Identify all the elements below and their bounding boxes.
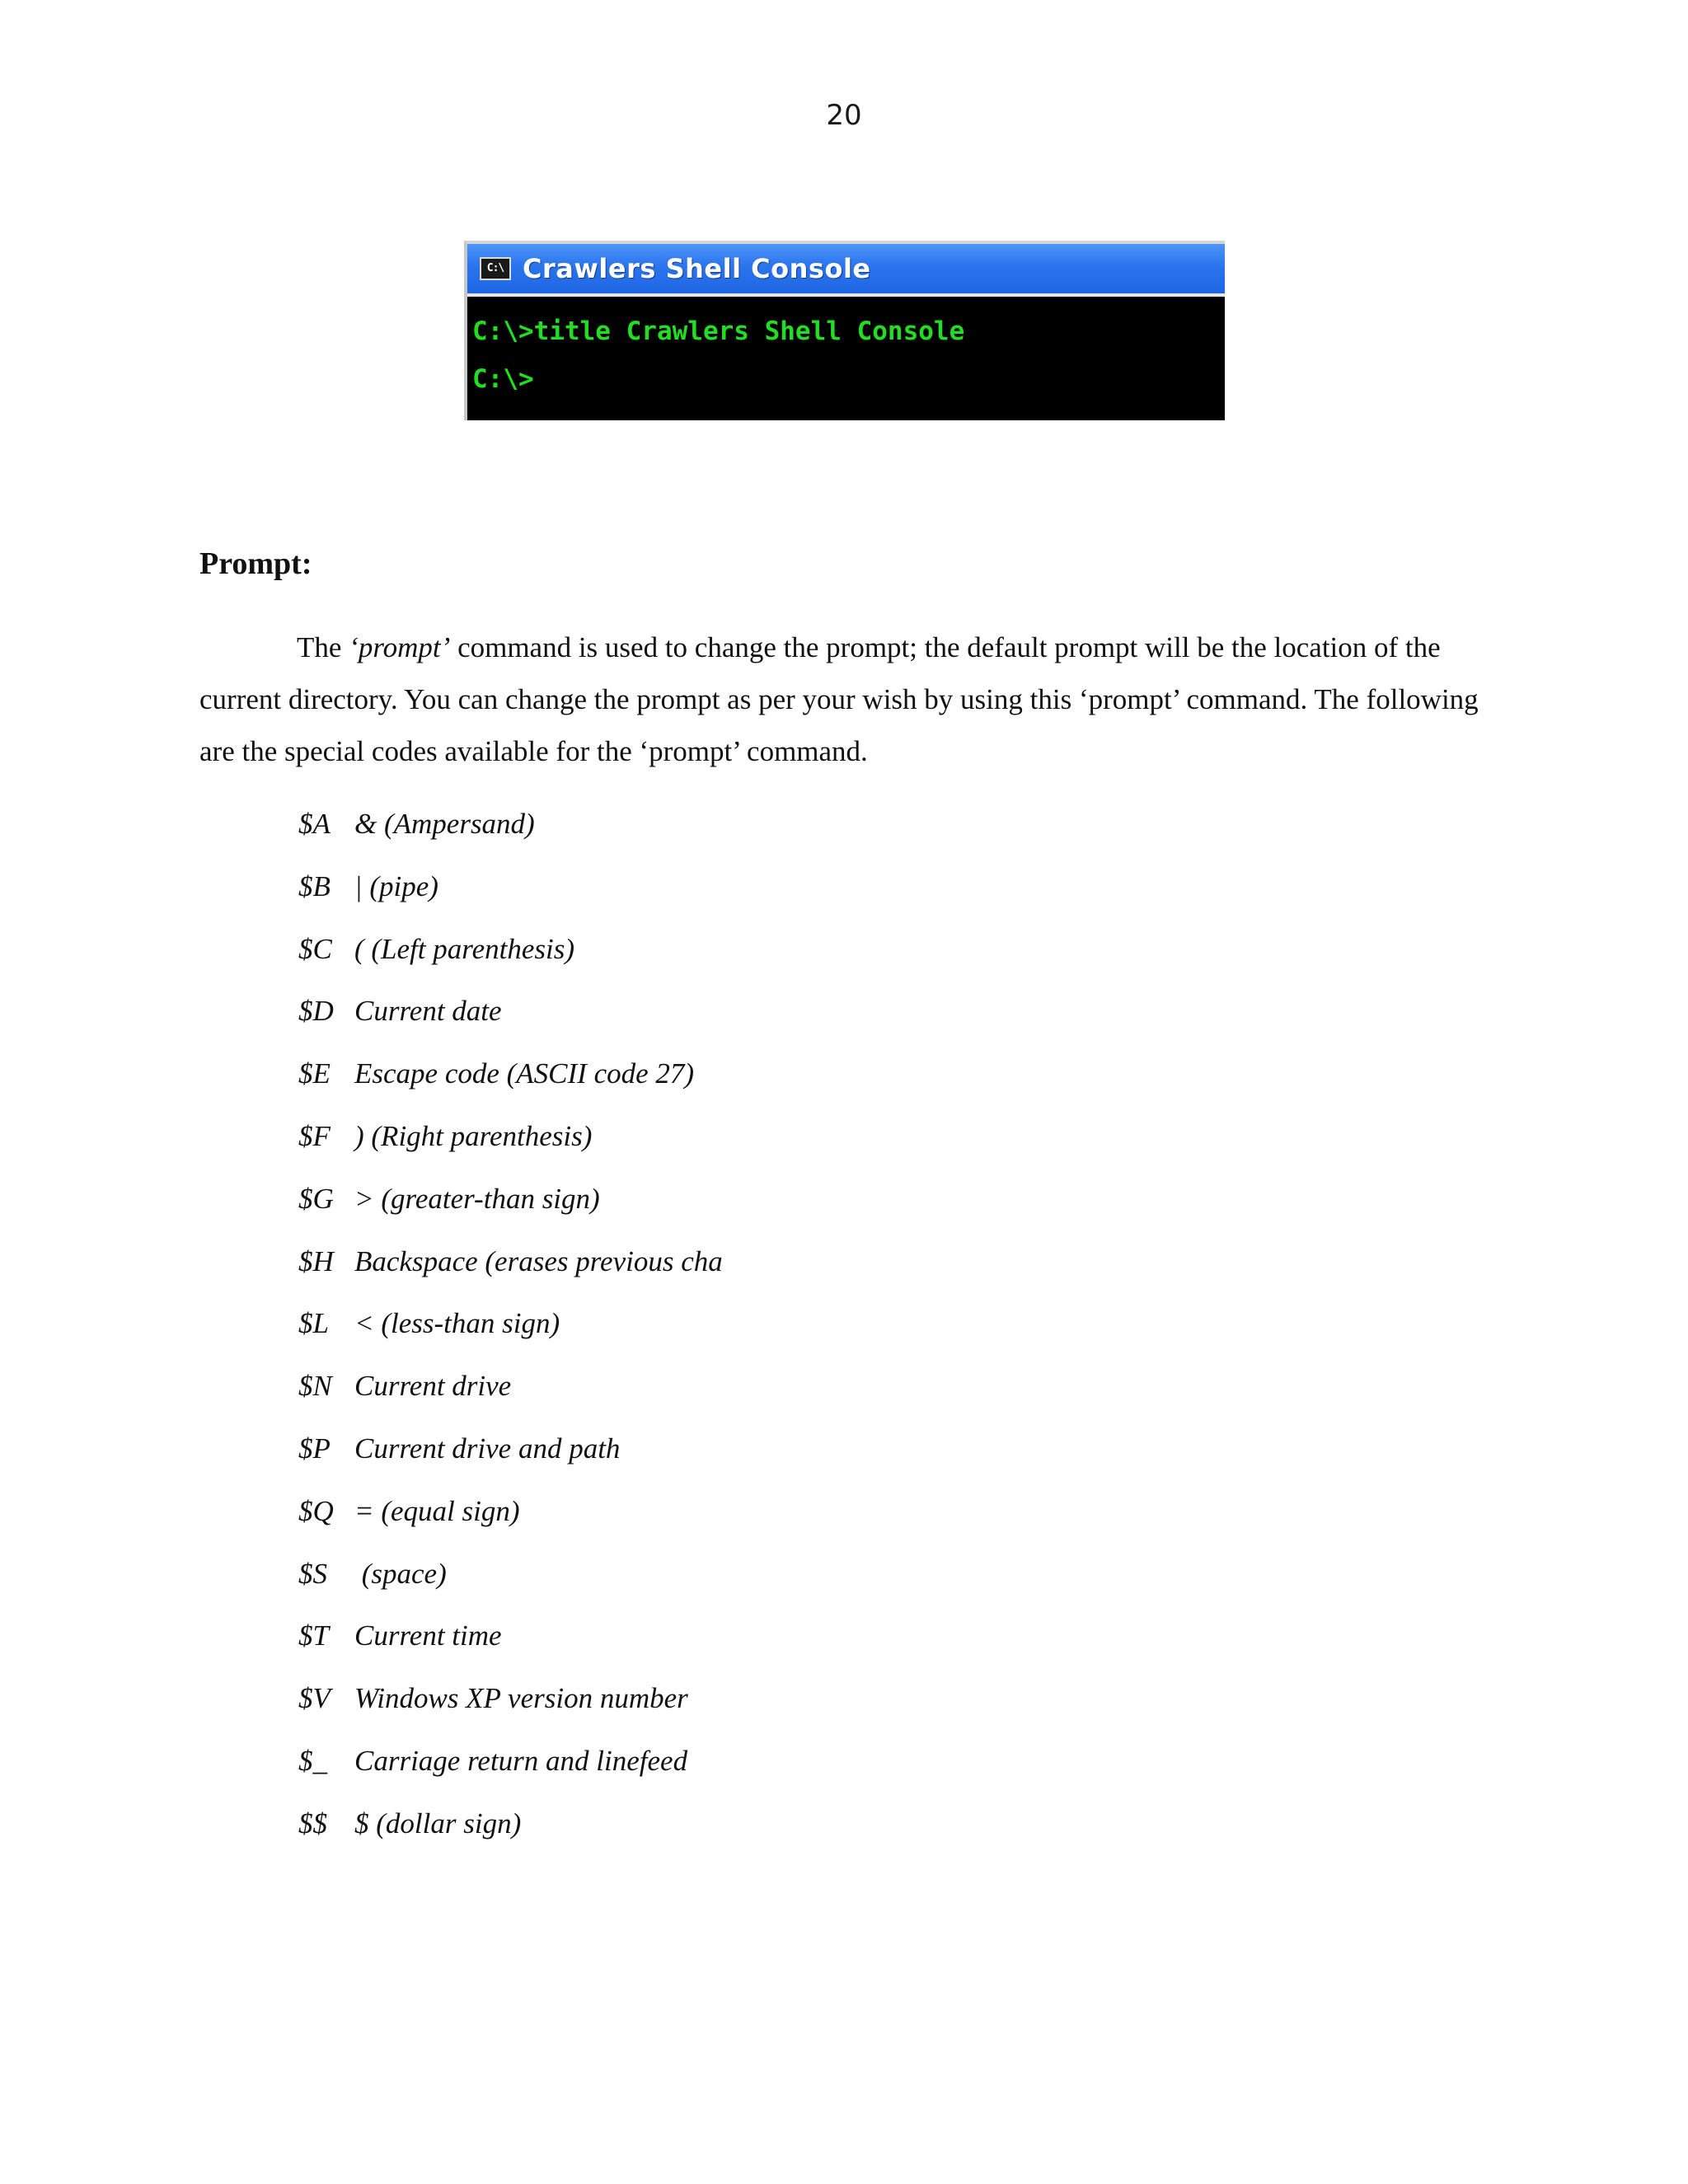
- prompt-code-item: [298, 1370, 511, 1411]
- prompt-code-meaning: Current date: [354, 995, 502, 1027]
- prompt-code: $Q: [298, 1495, 334, 1527]
- prompt-code: $G: [298, 1183, 334, 1215]
- prompt-code: $F: [298, 1120, 331, 1152]
- prompt-code-meaning: > (greater-than sign): [354, 1183, 600, 1215]
- prompt-code: $A: [298, 808, 331, 840]
- prompt-code-item: [298, 933, 574, 974]
- prompt-code: $T: [298, 1619, 329, 1652]
- prompt-code-item: [298, 870, 438, 912]
- prompt-code: $D: [298, 995, 334, 1027]
- prompt-code: $V: [298, 1682, 331, 1714]
- console-title-bar: [467, 244, 1225, 297]
- prompt-code-item: [298, 1183, 600, 1224]
- prompt-code-meaning: | (pipe): [354, 870, 438, 902]
- prompt-code: $B: [298, 870, 331, 902]
- section-heading: Prompt:: [199, 546, 312, 581]
- prompt-code-meaning: Current time: [354, 1619, 502, 1652]
- prompt-code: $_: [298, 1745, 327, 1777]
- prompt-code: $$: [298, 1807, 327, 1840]
- prompt-code-item: [298, 1307, 560, 1348]
- console-screenshot: [464, 241, 1225, 420]
- prompt-code-item: [298, 1495, 520, 1536]
- prompt-code-item: [298, 1432, 620, 1474]
- prompt-code-meaning: Current drive: [354, 1370, 512, 1402]
- prompt-code-meaning: $ (dollar sign): [354, 1807, 522, 1840]
- prompt-code-item: [298, 1682, 688, 1723]
- console-line: C:\>: [472, 364, 534, 394]
- prompt-code-meaning: Carriage return and linefeed: [354, 1745, 688, 1777]
- console-output: [471, 300, 1225, 420]
- prompt-code-item: [298, 1619, 502, 1661]
- paragraph-text-rest: command is used to change the prompt; the default prompt will be the location of the current directory. You can change the prompt as per your wish by using this ‘prompt’ command. The following are the special codes available for the ‘prompt’ command.: [199, 631, 1479, 767]
- prompt-code: $N: [298, 1370, 332, 1402]
- prompt-code-item: [298, 995, 502, 1036]
- prompt-code-meaning: ( (Left parenthesis): [354, 933, 574, 965]
- prompt-code: $E: [298, 1057, 331, 1090]
- prompt-code-item: [298, 1057, 694, 1099]
- prompt-code-meaning: ) (Right parenthesis): [354, 1120, 593, 1152]
- prompt-code-meaning: (space): [354, 1558, 447, 1590]
- section-paragraph: [199, 621, 1485, 777]
- prompt-code-item: [298, 1120, 592, 1161]
- prompt-code-meaning: Current drive and path: [354, 1432, 621, 1465]
- prompt-code: $P: [298, 1432, 331, 1465]
- prompt-code-meaning: Windows XP version number: [354, 1682, 688, 1714]
- page-number: 20: [826, 99, 862, 132]
- console-line: C:\>title Crawlers Shell Console: [472, 316, 965, 346]
- prompt-code-item: [298, 808, 535, 849]
- prompt-code-item: [298, 1558, 447, 1599]
- prompt-code: $S: [298, 1558, 327, 1590]
- prompt-code: $C: [298, 933, 332, 965]
- prompt-code-meaning: Escape code (ASCII code 27): [354, 1057, 695, 1090]
- command-prompt-icon: C:\: [480, 257, 511, 280]
- prompt-code-meaning: = (equal sign): [354, 1495, 520, 1527]
- prompt-code-item: [298, 1807, 521, 1849]
- prompt-code-meaning: & (Ampersand): [354, 808, 535, 840]
- prompt-code-item: [298, 1745, 687, 1786]
- prompt-code-meaning: < (less-than sign): [354, 1307, 560, 1339]
- console-window-title: Crawlers Shell Console: [523, 253, 871, 284]
- prompt-code-item: [298, 1245, 723, 1286]
- prompt-code-meaning: Backspace (erases previous cha: [354, 1245, 723, 1277]
- prompt-code: $H: [298, 1245, 334, 1277]
- paragraph-emphasis: ‘prompt’: [349, 631, 451, 663]
- paragraph-text-start: The: [297, 631, 349, 663]
- prompt-code: $L: [298, 1307, 329, 1339]
